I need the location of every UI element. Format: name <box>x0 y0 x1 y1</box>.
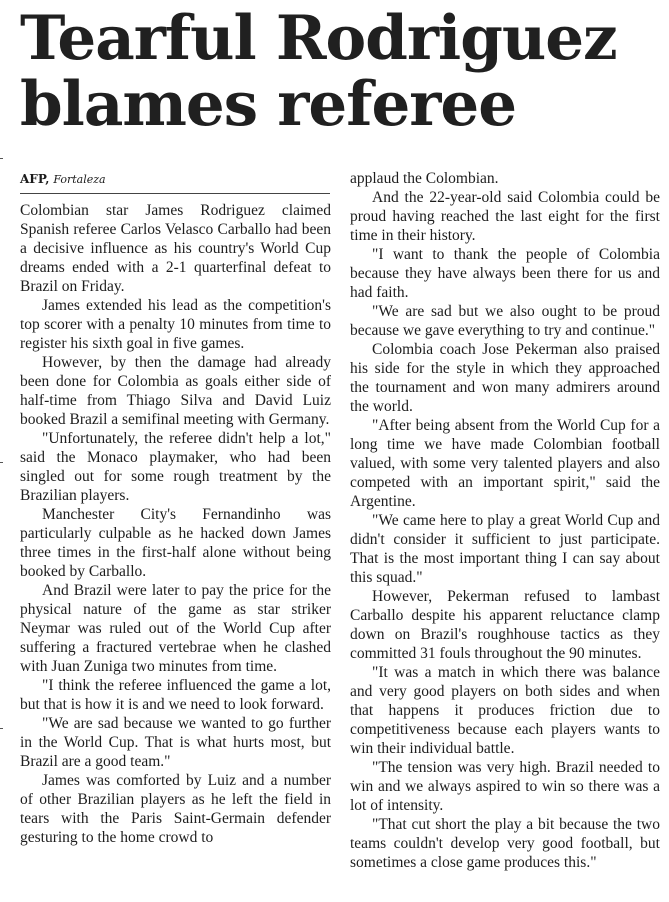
paragraph: applaud the Colombian. <box>350 170 499 187</box>
paragraph: "We are sad because we wanted to go further in the World Cup. That is what hurts most, but Brazil are a good team." <box>20 715 331 770</box>
paragraph: "The tension was very high. Brazil needed to win and we always aspired to win so there was a lot of intensity. <box>350 759 660 814</box>
scan-edge-mark <box>0 728 3 729</box>
paragraph: James was comforted by Luiz and a number of other Brazilian players as he left the field in tears with the Paris Saint-Germain defender gesturing to the home crowd to <box>20 772 331 846</box>
article-column-right <box>350 169 660 902</box>
paragraph: "That cut short the play a bit because the two teams couldn't develop very good football, but sometimes a close game produces this." <box>350 816 660 871</box>
paragraph: And the 22-year-old said Colombia could be proud having reached the last eight for the first time in their history. <box>350 189 660 244</box>
paragraph: "I think the referee influenced the game a lot, but that is how it is and we need to look forward. <box>20 677 331 713</box>
article-headline: Tearful Rodriguez blames referee <box>20 3 617 140</box>
article-byline <box>20 171 330 188</box>
paragraph: "We came here to play a great World Cup and didn't consider it sufficient to just participate. That is the most important thing I can say about this squad." <box>350 512 660 586</box>
paragraph: However, by then the damage had already been done for Colombia as goals either side of half-time from Thiago Silva and David Luiz booked Brazil a semifinal meeting with Germany. <box>20 354 331 428</box>
article-column-left <box>20 201 331 902</box>
paragraph: Manchester City's Fernandinho was particularly culpable as he hacked down James three times in the first-half alone without being booked by Carballo. <box>20 506 331 580</box>
byline-divider <box>20 193 330 194</box>
byline-agency: AFP, <box>20 172 50 186</box>
scan-edge-mark <box>0 462 3 463</box>
paragraph: James extended his lead as the competition's top scorer with a penalty 10 minutes from time to register his sixth goal in five games. <box>20 297 331 352</box>
paragraph: Colombian star James Rodriguez claimed Spanish referee Carlos Velasco Carballo had been a decisive influence as his country's World Cup dreams ended with a 2-1 quarterfinal defeat to Brazil on Friday. <box>20 202 331 295</box>
paragraph: However, Pekerman refused to lambast Carballo despite his apparent reluctance clamp down on Brazil's roughhouse tactics as they committed 31 fouls throughout the 90 minutes. <box>350 588 660 662</box>
paragraph: "It was a match in which there was balance and very good players on both sides and when that happens it produces friction due to competitiveness because each players wants to win their individual battle. <box>350 664 660 757</box>
paragraph: "We are sad but we also ought to be proud because we gave everything to try and continue." <box>350 303 660 339</box>
paragraph: "I want to thank the people of Colombia because they have always been there for us and had faith. <box>350 246 660 301</box>
byline-place: Fortaleza <box>53 173 106 186</box>
paragraph: "Unfortunately, the referee didn't help a lot," said the Monaco playmaker, who had been singled out for some rough treatment by the Brazilian players. <box>20 430 331 504</box>
scan-edge-mark <box>0 158 3 159</box>
paragraph: "After being absent from the World Cup for a long time we have made Colombian football valued, with some very talented players and also competed with an important spirit," said the Argentine. <box>350 417 660 510</box>
paragraph: Colombia coach Jose Pekerman also praised his side for the style in which they approached the tournament and won many admirers around the world. <box>350 341 660 415</box>
paragraph: And Brazil were later to pay the price for the physical nature of the game as star striker Neymar was ruled out of the World Cup after suffering a fractured vertebrae when he clashed with Juan Zuniga two minutes from time. <box>20 582 331 675</box>
